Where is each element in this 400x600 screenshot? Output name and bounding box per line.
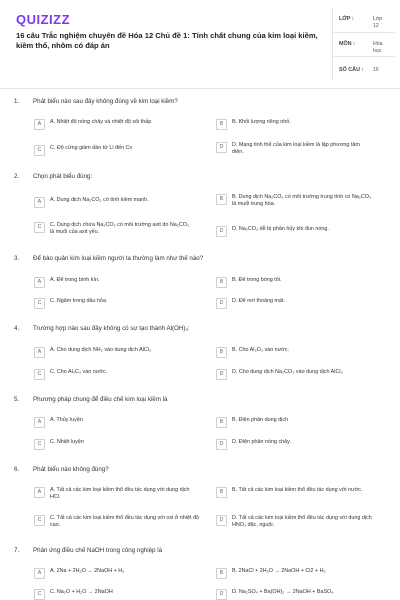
worksheet-title: 16 câu Trắc nghiệm chuyên đề Hóa 12 Chủ đề 1: Tính chất chung của kim loại kiềm, kiềm thổ, nhôm có đáp án	[16, 31, 318, 50]
option-letter: C	[34, 515, 45, 526]
question-number: 3.	[14, 255, 20, 262]
option-text: D. Tất cả các kim loại kiềm thổ đều tác dụng với dung dịch HNO₃ đặc, nguội.	[232, 515, 372, 528]
option-letter: B	[216, 347, 227, 358]
meta-row-subject	[333, 32, 395, 57]
option-text: C. Cho Al₄C₃ vào nước.	[50, 369, 108, 375]
option-c[interactable]	[34, 369, 190, 380]
option-letter: C	[34, 369, 45, 380]
option-letter: C	[34, 222, 45, 233]
meta-panel	[332, 8, 395, 80]
option-letter: C	[34, 298, 45, 309]
option-text: B. Điện phân dung dịch	[232, 417, 289, 423]
option-text: D. Na₂SO₄ + Ba(OH)₂ → 2NaOH + BaSO₄	[232, 589, 334, 595]
option-text: C. Na₂O + H₂O → 2NaOH	[50, 589, 113, 595]
question-number: 2.	[14, 173, 20, 180]
option-letter: D	[216, 515, 227, 526]
worksheet-header	[0, 0, 400, 89]
option-letter: D	[216, 142, 227, 153]
option-a[interactable]	[34, 197, 190, 208]
question-number: 1.	[14, 98, 20, 105]
meta-label: LỚP :	[339, 16, 354, 22]
option-d[interactable]	[216, 298, 372, 309]
option-text: C. Ngâm trong dầu hỏa.	[50, 298, 108, 304]
option-text: D. Cho dung dịch Na₂CO₃ vào dung dịch AlCl₃	[232, 369, 343, 375]
option-letter: A	[34, 277, 45, 288]
question-text: Phát biểu nào sau đây không đúng về kim loại kiềm?	[33, 98, 178, 105]
option-letter: B	[216, 119, 227, 130]
option-b[interactable]	[216, 568, 392, 579]
option-text: B. Dung dịch Na₂CO₃ có môi trường trung tính có Na₂CO₃ là muối trung hòa.	[232, 194, 372, 207]
meta-value: Hóa học	[373, 41, 383, 54]
option-letter: B	[216, 568, 227, 579]
option-text: B. Cho Al₂O₃ vào nước.	[232, 347, 289, 353]
option-d[interactable]	[216, 369, 392, 380]
option-text: B. Tất cả các kim loại kiềm thổ đều tác dụng với nước.	[232, 487, 363, 493]
option-text: A. Cho dung dịch NH₃ vào dung dịch AlCl₃	[50, 347, 152, 353]
option-a[interactable]	[34, 568, 190, 579]
option-letter: A	[34, 417, 45, 428]
option-text: D. Mạng tinh thể của kim loại kiềm là lập phương tâm diện.	[232, 142, 360, 155]
quizizz-logo: QUIZIZZ	[16, 12, 71, 27]
option-text: B. 2NaCl + 2H₂O → 2NaOH + Cl2 + H₂	[232, 568, 326, 574]
option-letter: C	[34, 439, 45, 450]
option-text: C. Nhiệt luyện	[50, 439, 84, 445]
option-letter: D	[216, 439, 227, 450]
option-letter: D	[216, 589, 227, 600]
option-a[interactable]	[34, 417, 190, 428]
question-text: Để bảo quản kim loại kiềm người ta thường làm như thế nào?	[33, 255, 204, 262]
option-a[interactable]	[34, 487, 200, 501]
meta-row-count	[333, 56, 395, 80]
option-letter: C	[34, 589, 45, 600]
option-letter: B	[216, 417, 227, 428]
meta-label: MÔN :	[339, 41, 355, 47]
question-number: 4.	[14, 325, 20, 332]
option-text: A. 2Na + 2H₂O → 2NaOH + H₂	[50, 568, 125, 574]
option-a[interactable]	[34, 277, 190, 288]
option-text: C. Độ cứng giảm dần từ Li đến Cs	[50, 145, 133, 151]
option-d[interactable]	[216, 439, 372, 450]
option-letter: A	[34, 347, 45, 358]
question-number: 5.	[14, 396, 20, 403]
question-number: 6.	[14, 466, 20, 473]
option-letter: B	[216, 277, 227, 288]
option-letter: B	[216, 487, 227, 498]
option-c[interactable]	[34, 222, 190, 236]
option-text: B. Để trong bóng tối.	[232, 277, 282, 283]
option-text: D. Na₂CO₃ dễ bị phân hủy khi đun nóng.	[232, 226, 329, 232]
question-text: Chọn phát biểu đúng:	[33, 173, 93, 180]
option-text: D. Để nơi thoáng mát.	[232, 298, 285, 304]
option-c[interactable]	[34, 145, 190, 156]
option-d[interactable]	[216, 515, 382, 529]
meta-row-class	[333, 8, 395, 33]
option-letter: C	[34, 145, 45, 156]
question-text: Trường hợp nào sau đây không có sự tạo thành Al(OH)₃:	[33, 325, 190, 332]
option-b[interactable]	[216, 194, 372, 208]
question-text: Phát biểu nào không đúng?	[33, 466, 109, 473]
option-letter: A	[34, 487, 45, 498]
option-c[interactable]	[34, 515, 202, 529]
option-text: A. Dung dịch Na₂CO₃ có tính kiềm mạnh.	[50, 197, 149, 203]
option-a[interactable]	[34, 119, 190, 130]
option-text: B. Khối lượng riêng nhỏ.	[232, 119, 291, 125]
meta-value: Lớp 12	[373, 16, 383, 29]
option-d[interactable]	[216, 142, 372, 156]
option-d[interactable]	[216, 589, 392, 600]
option-text: A. Tất cả các kim loại kiềm thổ đều tác dụng với dung dịch HCl.	[50, 487, 190, 500]
option-letter: A	[34, 568, 45, 579]
option-letter: D	[216, 369, 227, 380]
option-b[interactable]	[216, 417, 372, 428]
question-text: Phương pháp chung để điều chế kim loại kiềm là	[33, 396, 168, 403]
option-b[interactable]	[216, 487, 382, 498]
option-letter: B	[216, 194, 227, 205]
option-a[interactable]	[34, 347, 190, 358]
meta-value: 16	[373, 67, 379, 73]
option-c[interactable]	[34, 439, 190, 450]
meta-label: SỐ CÂU :	[339, 67, 364, 73]
option-b[interactable]	[216, 119, 372, 130]
option-letter: A	[34, 197, 45, 208]
question-text: Phản ứng điều chế NaOH trong công nghiệp là	[33, 547, 163, 554]
option-b[interactable]	[216, 347, 372, 358]
option-text: A. Nhiệt độ nóng chảy và nhiệt độ sôi thấp.	[50, 119, 153, 125]
option-text: C. Dung dịch chứa Na₂CO₃ có môi trường axit do Na₂CO₃ là muối của axit yếu.	[50, 222, 190, 235]
option-text: A. Để trong bình kín.	[50, 277, 100, 283]
option-text: A. Thủy luyện	[50, 417, 83, 423]
option-letter: D	[216, 298, 227, 309]
option-b[interactable]	[216, 277, 372, 288]
option-text: D. Điện phân nóng chảy.	[232, 439, 291, 445]
option-c[interactable]	[34, 589, 190, 600]
option-letter: A	[34, 119, 45, 130]
option-d[interactable]	[216, 226, 372, 237]
option-text: C. Tất cả các kim loại kiềm thổ đều tác dụng với oxi ở nhiệt độ cao.	[50, 515, 199, 528]
question-number: 7.	[14, 547, 20, 554]
option-c[interactable]	[34, 298, 190, 309]
option-letter: D	[216, 226, 227, 237]
